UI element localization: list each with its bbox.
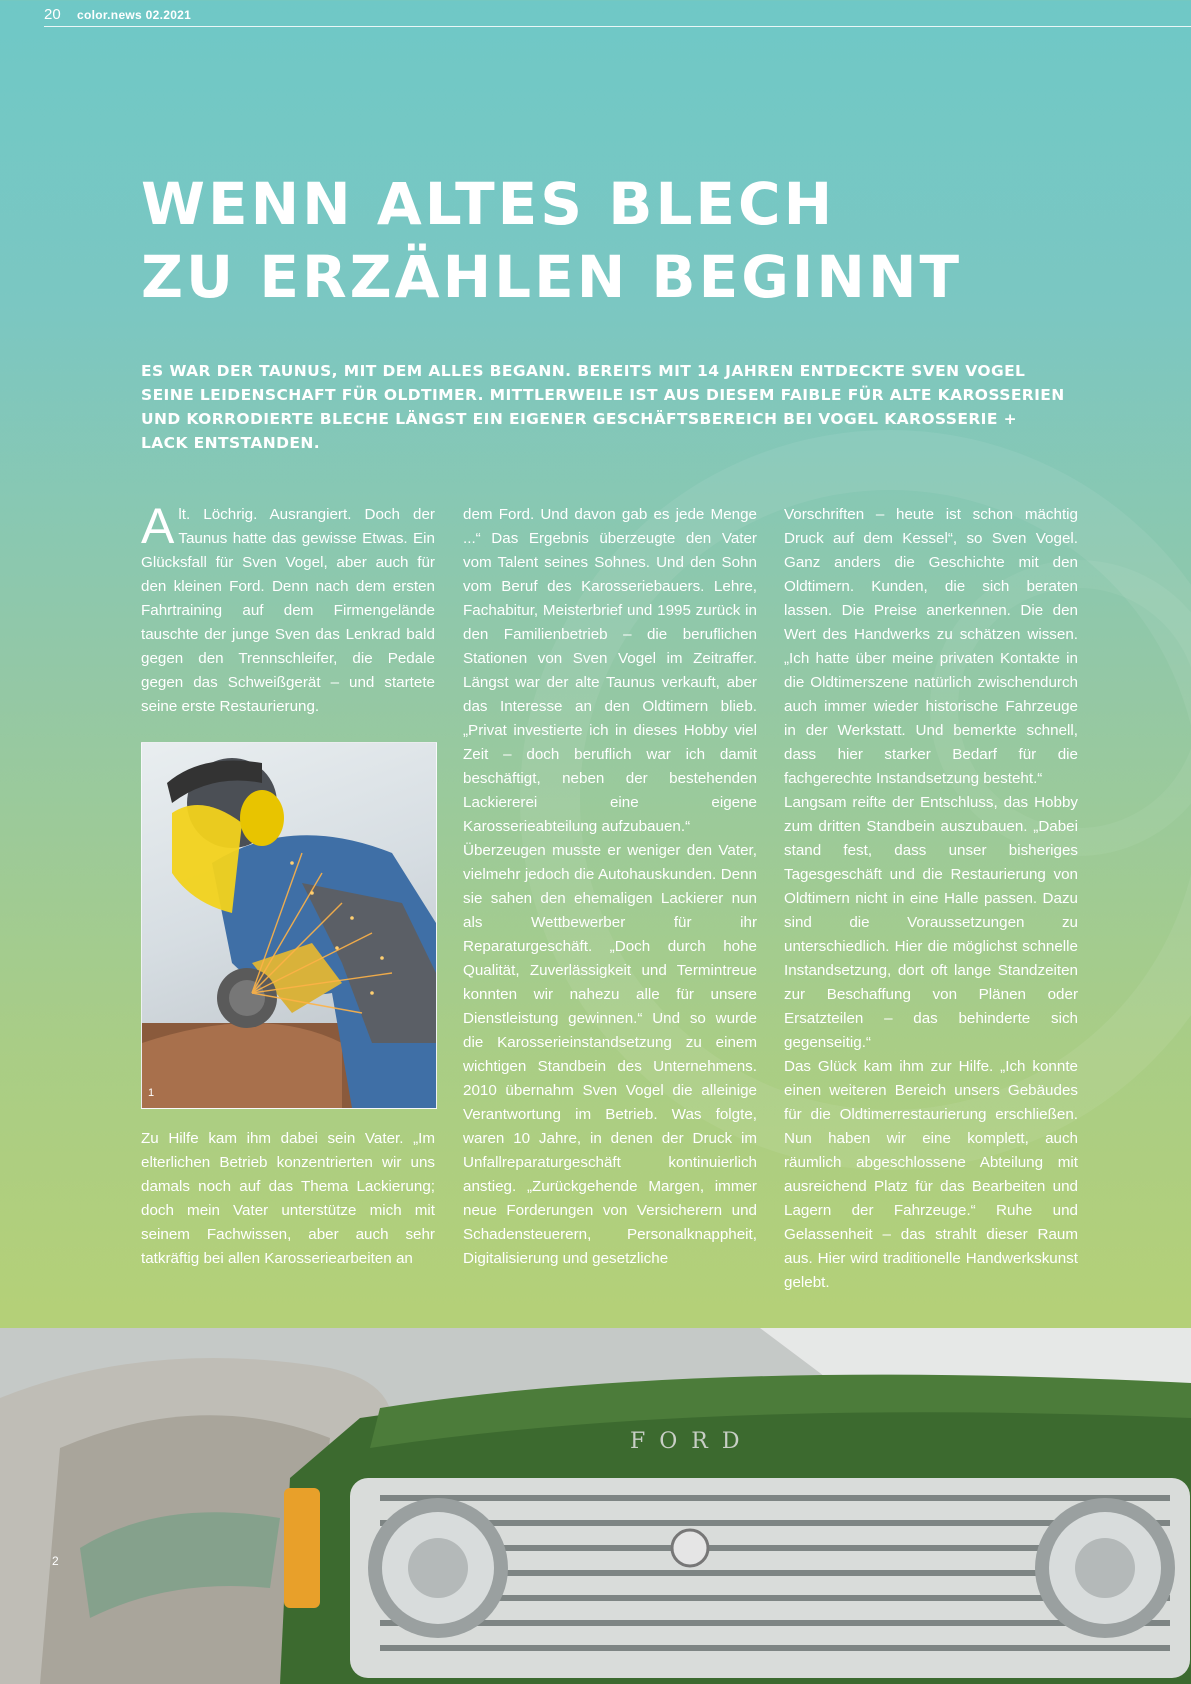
page-header bbox=[44, 4, 1191, 27]
column3-paragraph-2: Langsam reifte der Entschluss, das Hobby zum dritten Standbein auszubauen. „Dabei stand fest, dass unser bisheriges Tagesgeschäft und die Restaurierung von Oldtimern nicht in eine Halle passen. Dazu sind die Voraussetzungen zu unterschiedlich. Hier die möglichst schnelle Instandsetzung, dort oft lange Standzeiten zur Beschaffung von Plänen oder Ersatzteilen – das behinderte sich gegenseitig.“ bbox=[784, 794, 1078, 1051]
car-badge-text: FORD bbox=[630, 1429, 754, 1454]
column3-paragraph-1: Vorschriften – heute ist schon mächtig Druck auf dem Kessel“, so Sven Vogel. Ganz anders die Geschichte mit den Oldtimern. Kunden, die sich beraten lassen. Die Preise anerkennen. Die den Wert des Handwerks zu schätzen wissen. „Ich hatte über meine privaten Kontakte in die Oldtimerszene natürlich zwischendurch auch immer wieder historische Fahrzeuge in der Werkstatt. Und bemerkte schnell, dass hier starker Bedarf für die fachgerechte Instandsetzung besteht.“ bbox=[784, 506, 1078, 787]
column1-intro-paragraph bbox=[141, 498, 435, 719]
column2-paragraph-1: dem Ford. Und davon gab es jede Menge ...“ Das Ergebnis überzeugte den Vater vom Talent seines Sohnes. Und den Sohn vom Beruf des Karosseriebauers. Lehre, Fachabitur, Meisterbrief und 1995 zurück in den Familienbetrieb – die beruflichen Stationen von Sven Vogel im Zeitraffer. Längst war der alte Taunus verkauft, aber das Interesse an den Oldtimern blieb. „Privat investierte ich in dieses Hobby viel Zeit – doch beruflich war ich damit beschäftigt, neben der bestehenden Lackiererei eine eigene Karosserieabteilung aufzubauen.“ bbox=[463, 506, 757, 835]
column3-paragraph-3: Das Glück kam ihm zur Hilfe. „Ich konnte einen weiteren Bereich unsers Gebäudes für die Oldtimerrestaurierung erschließen. Nun haben wir eine komplett, auch räumlich abgeschlossene Abteilung mit ausreichend Platz für das Bearbeiten und Lagern der Fahrzeuge.“ Ruhe und Gelassenheit – das strahlt dieser Raum aus. Hier wird traditionelle Handwerkskunst gelebt. bbox=[784, 1058, 1078, 1291]
text-column-2 bbox=[463, 503, 757, 1271]
photo-grinding-worker bbox=[141, 742, 437, 1109]
text-column-1-continued bbox=[141, 1127, 435, 1271]
text-column-1 bbox=[141, 498, 435, 719]
title-line-2: ZU ERZÄHLEN BEGINNT bbox=[141, 243, 963, 311]
column2-paragraph-2: Überzeugen musste er weniger den Vater, vielmehr jedoch die Autohauskunden. Denn sie sahen den ehemaligen Lackierer nun als Wettbewerber für ihr Reparaturgeschäft. „Doch durch hohe Qualität, Zuverlässigkeit und Termintreue konnten wir nahezu alle für unsere Dienstleistung gewinnen.“ Und so wurde die Karosserieinstandsetzung zu einem wichtigen Standbein des Unternehmens. 2010 übernahm Sven Vogel die alleinige Verantwortung im Betrieb. Was folgte, waren 10 Jahre, in denen der Druck im Unfallreparaturgeschäft kontinuierlich anstieg. „Zurückgehende Margen, immer neue Forderungen von Versicherern und Schadensteuerern, Personalknappheit, Digitalisierung und gesetzliche bbox=[463, 842, 757, 1267]
page-number: 20 bbox=[44, 6, 61, 23]
grinding-worker-illustration bbox=[142, 743, 436, 1108]
magazine-issue: color.news 02.2021 bbox=[77, 8, 192, 22]
article-title bbox=[141, 168, 962, 314]
photo-2-number: 2 bbox=[52, 1554, 59, 1568]
column1-paragraph-2: Zu Hilfe kam ihm dabei sein Vater. „Im elterlichen Betrieb konzentrierten wir uns damals noch auf das Thema Lackierung; doch mein Vater unterstütze mich mit seinem Fachwissen, aber auch sehr tatkräftig bei allen Karosseriearbeiten an bbox=[141, 1130, 435, 1267]
article-lead: ES WAR DER TAUNUS, MIT DEM ALLES BEGANN. BEREITS MIT 14 JAHREN ENTDECKTE SVEN VOGEL SEINE LEIDENSCHAFT FÜR OLDTIMER. MITTLERWEILE IST AUS DIESEM FAIBLE FÜR ALTE KAROSSERIEN UND KORRODIERTE BLECHE LÄNGST EIN EIGENER GESCHÄFTSBEREICH BEI VOGEL KAROSSERIE + LACK ENTSTANDEN. bbox=[141, 362, 1065, 452]
column1-intro-text: lt. Löchrig. Ausrangiert. Doch der Taunus hatte das gewisse Etwas. Ein Glücksfall für Sven Vogel, aber auch für den kleinen Ford. Denn nach dem ersten Fahrtraining auf dem Firmengelände tauschte der junge Sven das Lenkrad bald gegen den Trennschleifer, die Pedale gegen das Schweißgerät – und startete seine erste Restaurierung. bbox=[141, 506, 435, 715]
ford-taunus-illustration bbox=[0, 1328, 1191, 1684]
title-line-1: WENN ALTES BLECH bbox=[141, 170, 836, 238]
text-column-3 bbox=[784, 503, 1078, 1295]
photo-1-number: 1 bbox=[148, 1087, 155, 1099]
photo-green-ford-taunus bbox=[0, 1328, 1191, 1684]
drop-cap: A bbox=[141, 498, 175, 554]
